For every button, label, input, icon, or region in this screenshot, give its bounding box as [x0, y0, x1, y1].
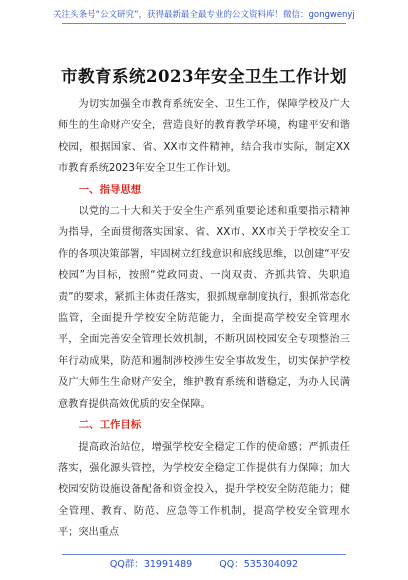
guiding-ideology-paragraph: 以党的二十大和关于安全生产系列重要论述和重要指示精神为指导，全面贯彻落实国家、省、XX市、XX市关于学校安全工作的各项决策部署，牢固树立红线意识和底线思维，以创建“平安校园”为目标，按照“党政同责、一岗双责、齐抓共管、失职追责”的要求，紧抓主体责任落实，狠抓规章制度执行，狠抓常态化监管，全面提升学校安全防范能力，全面提高学校安全管理水平，全面完善安全管理长效机制，不断巩固校园安全专项整治三年行动成果，防范和遏制涉校涉生安全事故发生，切实保护学校及广大师生生命财产安全，维护教育系统和谐稳定，为办人民满意教育提供高效优质的安全保障。: [58, 206, 350, 410]
document-title: 市教育系统2023年安全卫生工作计划: [61, 67, 347, 86]
document-body: [58, 94, 350, 544]
header-banner: 关注头条号“公文研究”，获得最新最全最专业的公文资料库！微信：gongwenyj: [53, 10, 355, 20]
header-divider: [62, 23, 346, 24]
section-heading-guiding-ideology: 一、指导思想: [78, 183, 142, 196]
section-heading-work-goals: 二、工作目标: [78, 419, 142, 432]
work-goals-paragraph: 提高政治站位，增强学校安全稳定工作的使命感；严抓责任落实，强化源头管控，为学校安全稳定工作提供有力保障；加大校园安防设施设备配备和资金投入，提升学校安全防范能力；健全管理、教育、防范、应急等工作机制，提高学校安全管理水平；突出重点: [58, 441, 350, 539]
footer-qq-number: QQ：535304092: [219, 559, 299, 570]
footer-qq-group: QQ群：31991489: [109, 559, 193, 570]
intro-paragraph: 为切实加强全市教育系统安全、卫生工作，保障学校及广大师生的生命财产安全，营造良好的教育教学环境，构建平安和谐校园，根据国家、省、XX市文件精神，结合我市实际，制定XX市教育系统2023年安全卫生工作计划。: [58, 99, 350, 175]
footer-divider: [62, 554, 346, 555]
footer-contact: [0, 556, 408, 570]
